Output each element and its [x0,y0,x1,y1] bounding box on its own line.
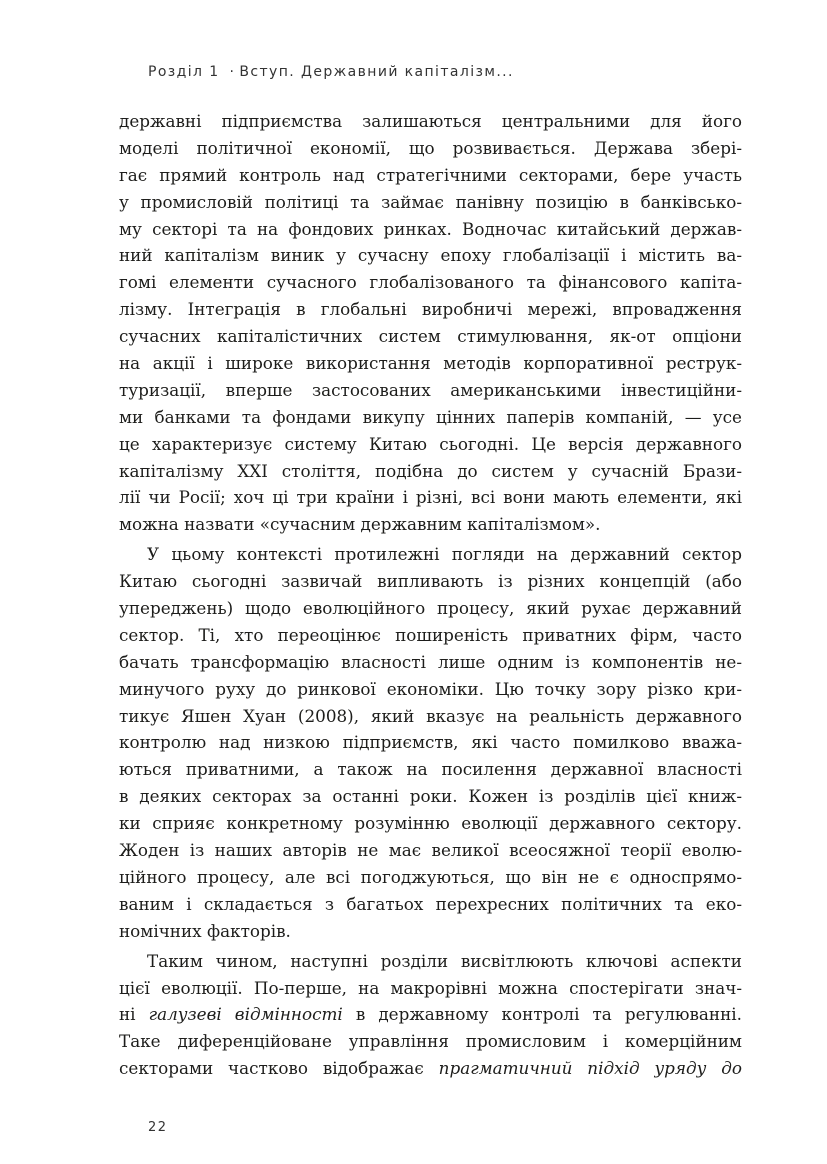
text-line: гомі елементи сучасного глобалізованого та фінансового капіта- [119,272,742,293]
text-line: капіталізму XXI століття, подібна до систем у сучасній Брази- [119,460,742,481]
text-line: контролю над низкою підприємств, які часто помилково вважа- [119,732,742,753]
text-line: туризації, вперше застосованих американськими інвестиційни- [119,379,742,400]
body-text [119,108,742,1082]
text-line: му секторі та на фондових ринках. Водночас китайський держав- [119,218,742,239]
text-line: лізму. Інтеграція в глобальні виробничі мережі, впровадження [119,299,742,320]
text-run: секторами частково відображає [119,1058,439,1079]
text-line: номічних факторів. [119,920,291,941]
text-line: Таким чином, наступні розділи висвітлюють ключові аспекти [147,950,742,971]
text-line: Таке диференційоване управління промисловим і комерційним [119,1031,742,1052]
chapter-label: Розділ 1 [148,64,220,80]
text-line: в деяких секторах за останні роки. Кожен із розділів цієї книж- [119,786,742,807]
text-line: Жоден із наших авторів не має великої всеосяжної теорії еволю- [119,840,742,861]
text-line: У цьому контексті протилежні погляди на державний сектор [147,544,742,565]
page-number: 22 [148,1120,168,1135]
text-line [119,1001,742,1028]
text-run: ні [119,1004,149,1025]
running-header [148,64,514,80]
emphasis-text: прагматичний підхід уряду до [438,1058,743,1079]
text-run: в державному контролі та регулюванні. [342,1004,742,1025]
text-line: минучого руху до ринкової економіки. Цю точку зору різко кри- [119,678,742,699]
text-line: ми банками та фондами викупу цінних паперів компаній, — усе [119,406,742,427]
text-line: сучасних капіталістичних систем стимулювання, як-от опціони [119,326,742,347]
chapter-title: Вступ. Державний капіталізм... [239,64,514,80]
text-line: лії чи Росії; хоч ці три країни і різні, всі вони мають елементи, які [119,487,742,508]
text-line: бачать трансформацію власності лише одним із компонентів не- [119,651,742,672]
text-line: гає прямий контроль над стратегічними секторами, бере участь [119,164,742,185]
text-line: державні підприємства залишаються центральними для його [119,111,742,131]
text-line: Китаю сьогодні зазвичай випливають із різних концепцій (або [119,571,742,592]
text-line: ний капіталізм виник у сучасну епоху глобалізації і містить ва- [119,245,742,266]
paragraph-1 [119,108,742,538]
text-line: на акції і широке використання методів корпоративної реструк- [119,353,742,374]
text-line: ційного процесу, але всі погоджуються, що він не є односпрямо- [119,866,742,887]
text-line [119,1055,742,1082]
text-line: можна назвати «сучасним державним капіталізмом». [119,514,601,535]
text-line: у промисловій політиці та займає панівну позицію в банківсько- [119,191,742,212]
text-line: ки сприяє конкретному розумінню еволюції державного сектору. [119,813,742,834]
paragraph-3 [119,948,742,1082]
text-line: тикує Яшен Хуан (2008), який вказує на реальність державного [119,705,742,726]
text-line: упереджень) щодо еволюційного процесу, який рухає державний [119,598,742,619]
text-line: цієї еволюції. По-перше, на макрорівні можна спостерігати знач- [119,977,742,998]
header-separator: · [229,64,236,80]
paragraph-2 [119,541,742,944]
text-line: ваним і складається з багатьох перехресних політичних та еко- [119,893,742,914]
emphasis-text: галузеві відмінності [148,1004,343,1025]
text-line: це характеризує систему Китаю сьогодні. Це версія державного [119,433,742,454]
text-line: сектор. Ті, хто переоцінює поширеність приватних фірм, часто [119,624,742,645]
text-line: моделі політичної економії, що розвивається. Держава збері- [119,137,742,158]
text-line: ються приватними, а також на посилення державної власності [119,759,742,780]
